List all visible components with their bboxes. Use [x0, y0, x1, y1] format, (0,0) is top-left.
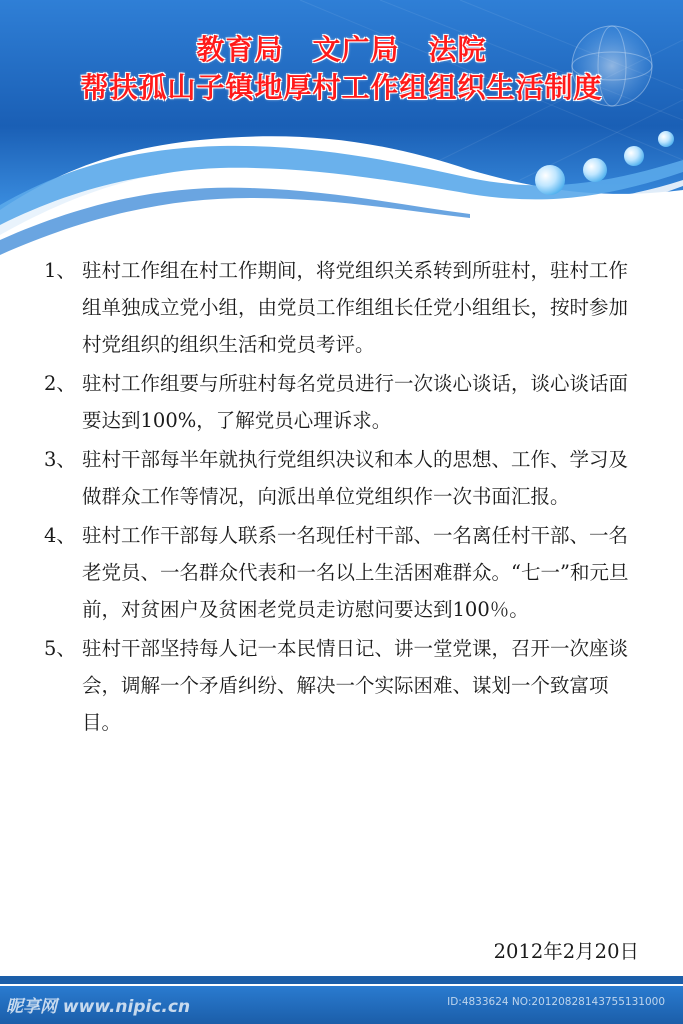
item-number: 5、 [44, 637, 76, 660]
item-text: 驻村工作干部每人联系一名现任村干部、一名离任村干部、一名老党员、一名群众代表和一名以上生活困难群众。“七一”和元旦前，对贫困户及贫困老党员走访慰问要达到100％。 [82, 524, 629, 621]
document-date: 2012年2月20日 [493, 940, 639, 963]
list-item [44, 252, 644, 363]
list-item [44, 441, 644, 515]
header-title-departments: 教育局 文广局 法院 [196, 33, 487, 66]
footer-watermark: 昵享网 www.nipic.cn [6, 997, 191, 1017]
item-number: 2、 [44, 372, 76, 395]
item-number: 1、 [44, 259, 76, 282]
item-number: 3、 [44, 448, 76, 471]
item-text: 驻村干部坚持每人记一本民情日记、讲一堂党课，召开一次座谈会，调解一个矛盾纠纷、解决一个实际困难、谋划一个致富项目。 [82, 637, 629, 734]
footer-image-id: ID:4833624 NO:20120828143755131000 [447, 996, 665, 1008]
item-text: 驻村干部每半年就执行党组织决议和本人的思想、工作、学习及做群众工作等情况，向派出单位党组织作一次书面汇报。 [82, 448, 629, 508]
header-title-main: 帮扶孤山子镇地厚村工作组组织生活制度 [80, 71, 603, 104]
list-item [44, 630, 644, 741]
header-banner [0, 0, 683, 270]
list-item [44, 517, 644, 628]
footer-stripe [0, 976, 683, 984]
list-item [44, 365, 644, 439]
item-text: 驻村工作组要与所驻村每名党员进行一次谈心谈话，谈心谈话面要达到100%，了解党员心理诉求。 [82, 372, 629, 432]
regulation-list [44, 252, 644, 743]
item-number: 4、 [44, 524, 76, 547]
item-text: 驻村工作组在村工作期间，将党组织关系转到所驻村，驻村工作组单独成立党小组，由党员工作组组长任党小组组长，按时参加村党组织的组织生活和党员考评。 [82, 259, 629, 356]
bubble-icon [535, 165, 565, 195]
